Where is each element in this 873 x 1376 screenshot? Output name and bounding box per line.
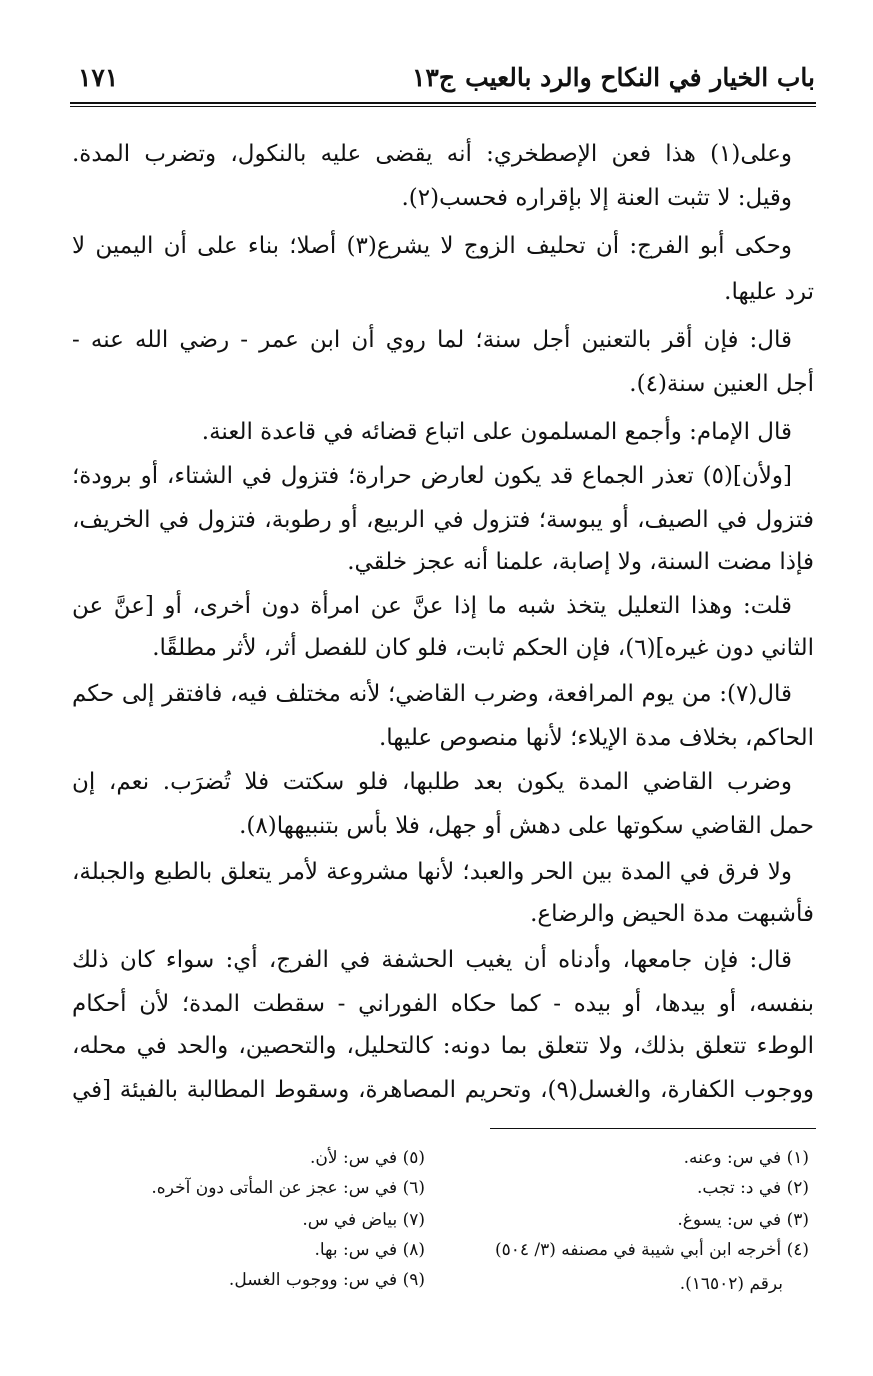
body-line: الثاني دون غيره](٦)، فإن الحكم ثابت، فلو كان للفصل أثر، لأثر مطلقًا.	[152, 635, 814, 661]
header-rule-thin	[70, 106, 816, 107]
footnote: (١) في س: وعنه.	[683, 1148, 809, 1168]
footnote-continuation: برقم (١٦٥٠٢).	[679, 1274, 783, 1294]
footnote: (٣) في س: يسوغ.	[677, 1210, 809, 1230]
body-line: بنفسه، أو بيدها، أو بيده - كما حكاه الفوراني - سقطت المدة؛ لأن أحكام	[72, 991, 814, 1017]
footnote: (٩) في س: ووجوب الغسل.	[228, 1270, 425, 1290]
footnote: (٤) أخرجه ابن أبي شيبة في مصنفه (٣/ ٥٠٤)	[494, 1240, 809, 1260]
body-line: الوطء تتعلق بذلك، ولا تتعلق بما دونه: كالتحليل، والتحصين، والحد في محله،	[72, 1033, 814, 1059]
body-line: أجل العنين سنة(٤).	[629, 371, 814, 397]
body-line: قال الإمام: وأجمع المسلمون على اتباع قضائه في قاعدة العنة.	[201, 419, 792, 445]
body-line: ولا فرق في المدة بين الحر والعبد؛ لأنها مشروعة لأمر يتعلق بالطبع والجبلة،	[72, 859, 792, 885]
body-line: الحاكم، بخلاف مدة الإيلاء؛ لأنها منصوص عليها.	[378, 725, 814, 751]
body-line: قال(٧): من يوم المرافعة، وضرب القاضي؛ لأنه مختلف فيه، فافتقر إلى حكم	[72, 681, 792, 707]
footnote: (٧) بياض في س.	[302, 1210, 425, 1230]
body-line: فأشبهت مدة الحيض والرضاع.	[530, 901, 814, 927]
page-number: ١٧١	[78, 63, 119, 92]
footnote: (٦) في س: عجز عن المأتى دون آخره.	[151, 1178, 425, 1198]
volume-number: ج١٣	[412, 63, 455, 92]
body-line: ترد عليها.	[724, 279, 814, 305]
body-line: ووجوب الكفارة، والغسل(٩)، وتحريم المصاهرة، وسقوط المطالبة بالفيئة [في	[72, 1077, 814, 1103]
body-line: وقيل: لا تثبت العنة إلا بإقراره فحسب(٢).	[401, 185, 792, 211]
body-line: وضرب القاضي المدة يكون بعد طلبها، فلو سكتت فلا تُضرَب. نعم، إن	[72, 769, 792, 795]
body-line: حمل القاضي سكوتها على دهش أو جهل، فلا بأس بتنبيهها(٨).	[239, 813, 814, 839]
header-rule	[70, 102, 816, 104]
body-line: فإذا مضت السنة، ولا إصابة، علمنا أنه عجز خلقي.	[347, 549, 814, 575]
body-line: [ولأن](٥) تعذر الجماع قد يكون لعارض حرارة؛ فتزول في الشتاء، أو برودة؛	[72, 463, 792, 489]
body-line: وحكى أبو الفرج: أن تحليف الزوج لا يشرع(٣) أصلا؛ بناء على أن اليمين لا	[72, 233, 792, 259]
body-line: قلت: وهذا التعليل يتخذ شبه ما إذا عنَّ عن امرأة دون أخرى، أو [عنَّ عن	[72, 593, 792, 619]
body-line: قال: فإن جامعها، وأدناه أن يغيب الحشفة في الفرج، أي: سواء كان ذلك	[72, 947, 792, 973]
body-line: قال: فإن أقر بالتعنين أجل سنة؛ لما روي أن ابن عمر - رضي الله عنه -	[72, 327, 792, 353]
footnote: (٥) في س: لأن.	[310, 1148, 425, 1168]
chapter-title: باب الخيار في النكاح والرد بالعيب	[465, 63, 815, 92]
footnote-rule	[490, 1128, 816, 1129]
body-line: وعلى(١) هذا فعن الإصطخري: أنه يقضى عليه بالنكول، وتضرب المدة.	[72, 141, 792, 167]
footnote: (٢) في د: تجب.	[696, 1178, 809, 1198]
footnote: (٨) في س: بها.	[314, 1240, 425, 1260]
body-line: فتزول في الصيف، أو يبوسة؛ فتزول في الربيع، أو رطوبة، فتزول في الخريف،	[72, 507, 814, 533]
